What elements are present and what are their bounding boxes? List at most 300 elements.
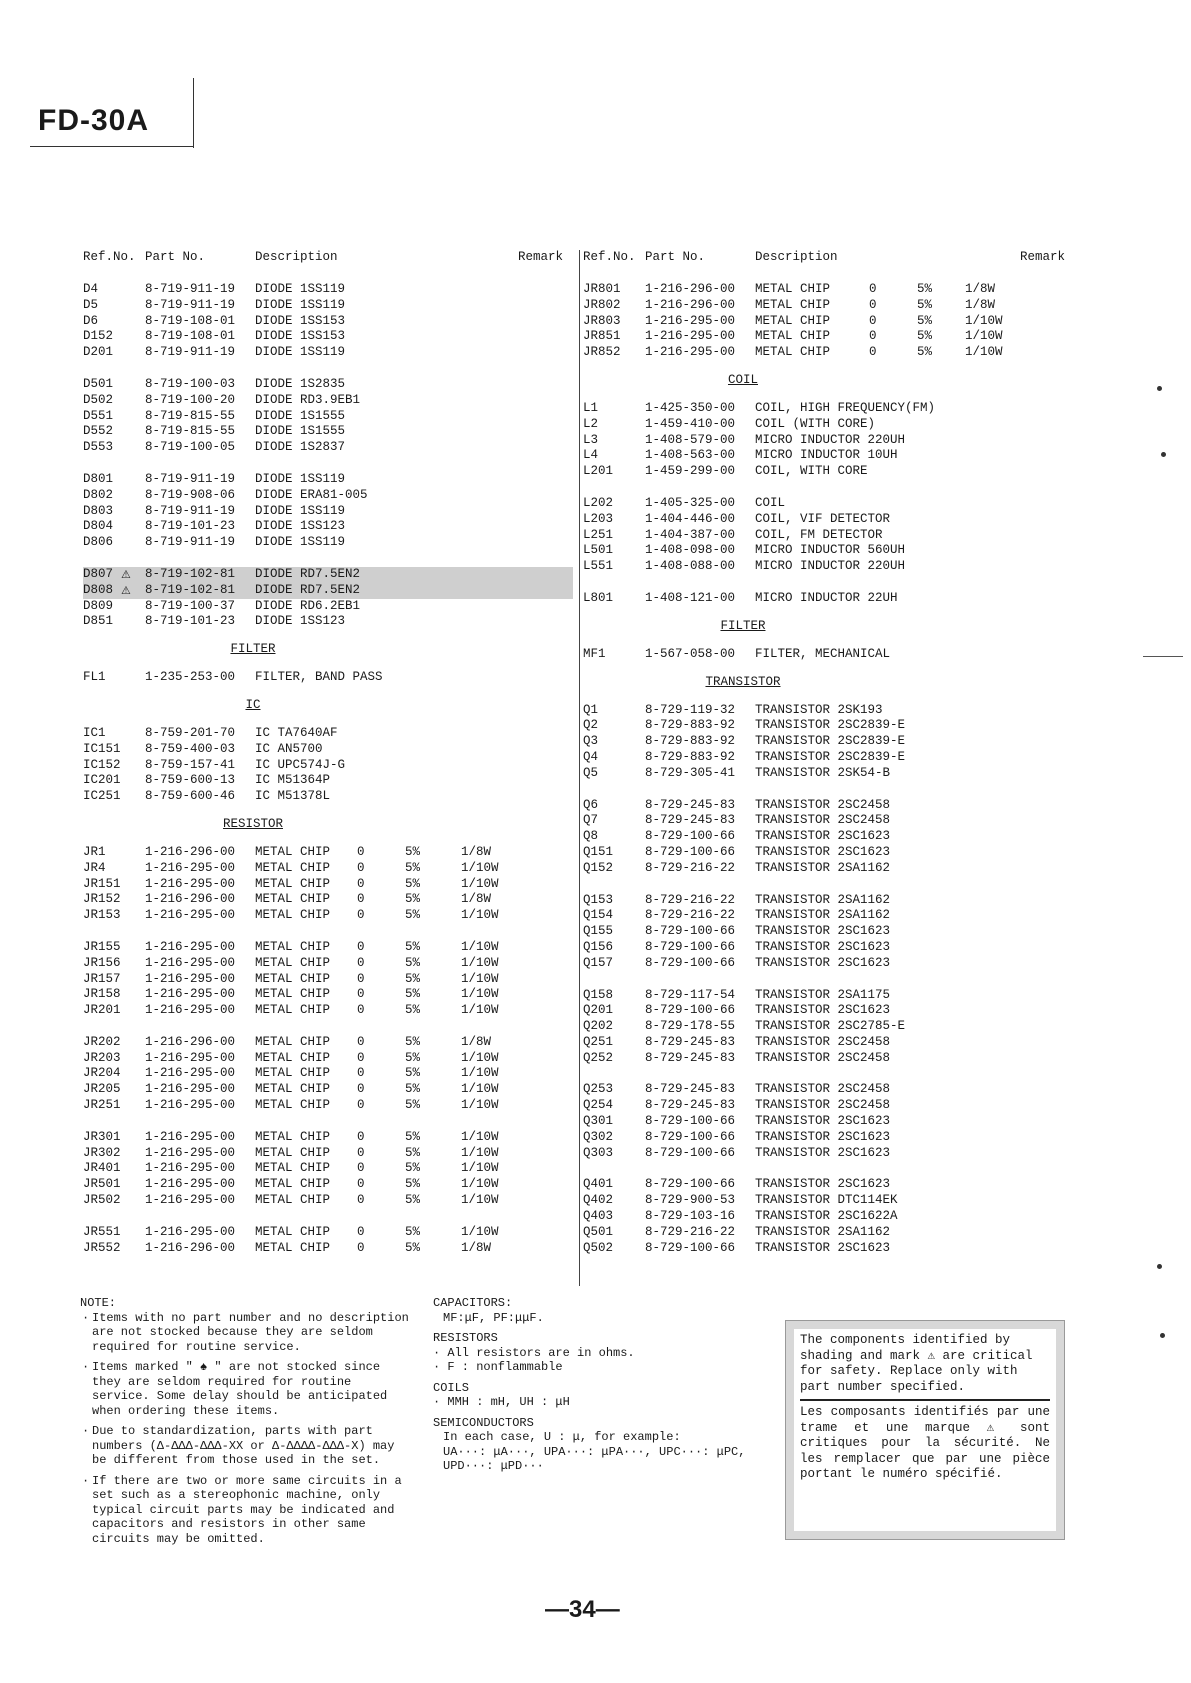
part-no: 1-216-295-00 (145, 1066, 236, 1081)
ref-no: JR801 (583, 282, 621, 296)
ref-no: Q6 (583, 797, 599, 812)
part-no: 8-729-883-92 (645, 749, 736, 764)
description: TRANSISTOR 2SC2839-E (755, 718, 906, 733)
ref-no: D5 (83, 297, 99, 312)
ref-no: JR157 (83, 971, 121, 986)
description: METAL CHIP (255, 1129, 331, 1144)
table-row (83, 567, 573, 583)
part-no: 1-408-579-00 (645, 432, 736, 447)
description: DIODE 1SS153 (255, 313, 346, 328)
description: IC M51364P (255, 773, 331, 788)
table-row (83, 424, 573, 440)
coils-line: · MMH : mH, UH : μH (433, 1395, 570, 1409)
part-no: 1-216-295-00 (145, 1129, 236, 1144)
table-row (83, 1146, 573, 1162)
table-row (83, 1161, 573, 1177)
table-row (83, 519, 573, 535)
wattage: 1/10W (965, 345, 1003, 360)
table-row (83, 614, 573, 630)
wattage: 1/10W (461, 876, 499, 891)
wattage: 1/10W (461, 1177, 499, 1192)
part-no: 8-729-245-83 (645, 813, 736, 828)
semiconductors-heading: SEMICONDUCTORS (433, 1415, 534, 1430)
part-no: 1-408-121-00 (645, 590, 736, 605)
tolerance: 5% (917, 313, 933, 328)
notes-title: NOTE: (80, 1296, 117, 1310)
description: TRANSISTOR 2SC1623 (755, 1129, 891, 1144)
part-no: 1-216-295-00 (145, 971, 236, 986)
ref-no: Q1 (583, 702, 599, 717)
ref-no: Q152 (583, 860, 614, 875)
tolerance: 5% (405, 1034, 421, 1049)
row-gap (83, 1019, 573, 1035)
wattage: 1/10W (461, 1161, 499, 1176)
section-heading (583, 671, 903, 693)
wattage: 1/10W (461, 1145, 499, 1160)
table-row (583, 766, 1083, 782)
wattage: 1/10W (461, 1003, 499, 1018)
part-no: 1-216-295-00 (145, 908, 236, 923)
resistance-value: 0 (869, 329, 877, 344)
description: METAL CHIP (255, 860, 331, 875)
table-row (83, 535, 573, 551)
wattage: 1/10W (461, 1193, 499, 1208)
resistance-value: 0 (357, 971, 365, 986)
ref-no: Q251 (583, 1034, 614, 1049)
description: TRANSISTOR 2SC2458 (755, 1082, 891, 1097)
page-number: —34— (545, 1596, 620, 1623)
part-no: 1-216-295-00 (645, 345, 736, 360)
table-row (583, 956, 1083, 972)
ref-no: JR803 (583, 313, 621, 328)
table-row (583, 703, 1083, 719)
row-gap (83, 924, 573, 940)
description: DIODE RD3.9EB1 (255, 392, 361, 407)
ref-no: Q502 (583, 1240, 614, 1255)
table-row (83, 583, 573, 599)
resistance-value: 0 (357, 1177, 365, 1192)
part-no: 8-759-400-03 (145, 741, 236, 756)
ref-no: JR852 (583, 345, 621, 360)
wattage: 1/8W (965, 282, 996, 296)
ref-no: L551 (583, 559, 614, 574)
table-row (583, 908, 1083, 924)
scan-dot (1157, 1264, 1162, 1269)
table-row (83, 393, 573, 409)
description: TRANSISTOR 2SK54-B (755, 765, 891, 780)
resistance-value: 0 (357, 876, 365, 891)
table-row (583, 1241, 1083, 1257)
part-no: 1-216-295-00 (145, 1161, 236, 1176)
section-heading (83, 694, 423, 716)
table-row (83, 1193, 573, 1209)
part-no: 8-729-100-66 (645, 1114, 736, 1129)
ref-no: JR204 (83, 1066, 121, 1081)
tolerance: 5% (405, 1161, 421, 1176)
part-no: 1-216-296-00 (145, 1034, 236, 1049)
ref-no: JR301 (83, 1129, 121, 1144)
part-no: 1-216-295-00 (145, 1003, 236, 1018)
parts-list-left-body (83, 282, 573, 1256)
resistance-value: 0 (357, 844, 365, 859)
ref-no: D801 (83, 471, 114, 486)
description: DIODE 1SS119 (255, 345, 346, 360)
description: METAL CHIP (255, 1193, 331, 1208)
part-no: 8-759-600-13 (145, 773, 236, 788)
description: TRANSISTOR 2SC1623 (755, 1145, 891, 1160)
part-no: 1-216-295-00 (145, 987, 236, 1002)
description: COIL (755, 495, 786, 510)
part-no: 1-404-446-00 (645, 511, 736, 526)
ref-no: JR401 (83, 1161, 121, 1176)
part-no: 8-729-245-83 (645, 1082, 736, 1097)
ref-no: Q403 (583, 1209, 614, 1224)
table-row (583, 1051, 1083, 1067)
table-row (583, 559, 1083, 575)
ref-no: L3 (583, 432, 599, 447)
description: COIL (WITH CORE) (755, 416, 876, 431)
description: METAL CHIP (755, 329, 831, 344)
table-row (83, 599, 573, 615)
description: IC UPC574J-G (255, 757, 346, 772)
resistance-value: 0 (357, 1224, 365, 1239)
ref-no: JR151 (83, 876, 121, 891)
ref-no: L1 (583, 400, 599, 415)
part-no: 8-729-245-83 (645, 1050, 736, 1065)
row-gap (583, 877, 1083, 893)
part-no: 1-216-295-00 (145, 1082, 236, 1097)
ref-no: D808 (83, 582, 114, 597)
document-title: FD-30A (38, 104, 150, 137)
ref-no: JR551 (83, 1224, 121, 1239)
part-no: 8-719-815-55 (145, 408, 236, 423)
tolerance: 5% (405, 1003, 421, 1018)
part-no: 1-216-295-00 (145, 1145, 236, 1160)
header-description: Description (755, 250, 838, 264)
ref-no: L251 (583, 527, 614, 542)
tolerance: 5% (917, 282, 933, 296)
description: IC TA7640AF (255, 725, 338, 740)
table-row (83, 758, 573, 774)
part-no: 8-729-100-66 (645, 1129, 736, 1144)
table-row (583, 1225, 1083, 1241)
description: METAL CHIP (255, 1050, 331, 1065)
resistance-value: 0 (357, 1161, 365, 1176)
tolerance: 5% (405, 1193, 421, 1208)
tolerance: 5% (917, 297, 933, 312)
description: METAL CHIP (755, 313, 831, 328)
part-no: 8-729-100-66 (645, 844, 736, 859)
table-row (583, 345, 1083, 361)
part-no: 8-729-216-22 (645, 908, 736, 923)
table-row (583, 282, 1083, 298)
table-row (83, 282, 573, 298)
resistors-heading: RESISTORS (433, 1331, 498, 1345)
part-no: 8-729-245-83 (645, 1034, 736, 1049)
table-row (583, 940, 1083, 956)
part-no: 1-235-253-00 (145, 670, 236, 685)
ref-no: Q157 (583, 955, 614, 970)
description: COIL, VIF DETECTOR (755, 511, 891, 526)
part-no: 8-729-100-66 (645, 955, 736, 970)
units-legend (433, 1296, 783, 1474)
part-no: 1-408-563-00 (645, 448, 736, 463)
ref-no: L801 (583, 590, 614, 605)
table-row (83, 345, 573, 361)
description: TRANSISTOR 2SA1162 (755, 892, 891, 907)
description: METAL CHIP (755, 297, 831, 312)
part-no: 8-719-911-19 (145, 535, 236, 550)
row-gap (583, 972, 1083, 988)
table-row (83, 789, 573, 805)
table-row (83, 892, 573, 908)
row-gap (83, 1114, 573, 1130)
ref-no: Q302 (583, 1129, 614, 1144)
semiconductors-line: In each case, U : μ, for example: (443, 1430, 681, 1444)
table-row (583, 314, 1083, 330)
description: METAL CHIP (255, 1224, 331, 1239)
table-row (83, 472, 573, 488)
part-no: 8-719-108-01 (145, 329, 236, 344)
table-header (583, 250, 1083, 268)
ref-no: Q154 (583, 908, 614, 923)
ref-no: Q303 (583, 1145, 614, 1160)
table-row (83, 908, 573, 924)
description: DIODE 1S1555 (255, 408, 346, 423)
wattage: 1/8W (461, 892, 492, 907)
part-no: 1-216-295-00 (145, 1177, 236, 1192)
section-heading-label: RESISTOR (222, 816, 283, 831)
ref-no: Q7 (583, 813, 599, 828)
part-no: 8-759-201-70 (145, 725, 236, 740)
description: DIODE RD7.5EN2 (255, 582, 361, 597)
ref-no: D553 (83, 440, 114, 455)
row-gap (583, 1161, 1083, 1177)
part-no: 1-216-295-00 (145, 1098, 236, 1113)
part-no: 8-729-103-16 (645, 1209, 736, 1224)
description: METAL CHIP (255, 876, 331, 891)
row-gap (583, 480, 1083, 496)
wattage: 1/10W (965, 329, 1003, 344)
resistance-value: 0 (357, 1193, 365, 1208)
description: TRANSISTOR 2SC1623 (755, 1003, 891, 1018)
ref-no: Q151 (583, 844, 614, 859)
table-row (583, 1082, 1083, 1098)
table-row (83, 377, 573, 393)
ref-no: Q201 (583, 1003, 614, 1018)
table-row (583, 512, 1083, 528)
ref-no: Q153 (583, 892, 614, 907)
part-no: 8-719-108-01 (145, 313, 236, 328)
ref-no: D804 (83, 519, 114, 534)
part-no: 1-216-295-00 (145, 939, 236, 954)
safety-notice-box (785, 1320, 1065, 1540)
part-no: 1-216-295-00 (645, 313, 736, 328)
description: DIODE RD7.5EN2 (255, 566, 361, 581)
ref-no: L2 (583, 416, 599, 431)
ref-no: D201 (83, 345, 114, 360)
ref-no: D806 (83, 535, 114, 550)
description: METAL CHIP (255, 1082, 331, 1097)
ref-no: JR302 (83, 1145, 121, 1160)
tolerance: 5% (405, 1066, 421, 1081)
ref-no: D802 (83, 487, 114, 502)
resistance-value: 0 (357, 1098, 365, 1113)
table-row (83, 877, 573, 893)
capacitors-line: MF:μF, PF:μμF. (443, 1310, 544, 1325)
description: DIODE 1SS119 (255, 282, 346, 296)
ref-no: Q301 (583, 1114, 614, 1129)
scan-dot (1157, 386, 1162, 391)
resistance-value: 0 (357, 1240, 365, 1255)
section-heading-label: IC (245, 697, 261, 712)
ref-no: IC152 (83, 757, 121, 772)
table-row (583, 734, 1083, 750)
part-no: 8-729-100-66 (645, 939, 736, 954)
part-no: 1-216-296-00 (145, 1240, 236, 1255)
description: DIODE RD6.2EB1 (255, 598, 361, 613)
part-no: 8-719-101-23 (145, 614, 236, 629)
description: TRANSISTOR 2SC2839-E (755, 749, 906, 764)
ref-no: D152 (83, 329, 114, 344)
section-heading-label: FILTER (720, 618, 766, 633)
table-row (83, 1225, 573, 1241)
table-row (583, 401, 1083, 417)
row-gap (83, 361, 573, 377)
part-no: 8-729-245-83 (645, 1098, 736, 1113)
tolerance: 5% (405, 1240, 421, 1255)
ref-no: L501 (583, 543, 614, 558)
table-row (83, 504, 573, 520)
part-no: 8-719-815-55 (145, 424, 236, 439)
description: IC M51378L (255, 789, 331, 804)
table-row (83, 298, 573, 314)
wattage: 1/10W (461, 1129, 499, 1144)
part-no: 1-216-296-00 (145, 844, 236, 859)
description: METAL CHIP (255, 892, 331, 907)
ref-no: JR802 (583, 297, 621, 312)
part-no: 8-729-100-66 (645, 924, 736, 939)
description: DIODE 1SS119 (255, 471, 346, 486)
description: COIL, FM DETECTOR (755, 527, 883, 542)
description: TRANSISTOR 2SC1623 (755, 1114, 891, 1129)
resistance-value: 0 (357, 1082, 365, 1097)
resistance-value: 0 (357, 1066, 365, 1081)
table-row (83, 1098, 573, 1114)
description: MICRO INDUCTOR 560UH (755, 543, 906, 558)
ref-no: D809 (83, 598, 114, 613)
description: TRANSISTOR 2SC1623 (755, 955, 891, 970)
part-no: 1-216-295-00 (145, 876, 236, 891)
ref-no: Q401 (583, 1177, 614, 1192)
part-no: 8-729-216-22 (645, 1224, 736, 1239)
part-no: 1-459-410-00 (645, 416, 736, 431)
description: MICRO INDUCTOR 22UH (755, 590, 898, 605)
tolerance: 5% (405, 1177, 421, 1192)
ref-no: JR152 (83, 892, 121, 907)
part-no: 1-425-350-00 (645, 400, 736, 415)
note-item: · Items with no part number and no description are not stocked because they are seldom required for routine service. (80, 1311, 415, 1355)
description: METAL CHIP (255, 1177, 331, 1192)
table-row (583, 845, 1083, 861)
ref-no: Q202 (583, 1019, 614, 1034)
part-no: 1-459-299-00 (645, 464, 736, 479)
ref-no: Q158 (583, 987, 614, 1002)
description: DIODE 1S2837 (255, 440, 346, 455)
part-no: 8-729-216-22 (645, 892, 736, 907)
resistors-line: · F : nonflammable (433, 1360, 563, 1374)
description: METAL CHIP (255, 1240, 331, 1255)
wattage: 1/10W (461, 1098, 499, 1113)
tolerance: 5% (405, 955, 421, 970)
table-row (83, 440, 573, 456)
ref-no: IC251 (83, 789, 121, 804)
part-no: 8-729-100-66 (645, 1145, 736, 1160)
tolerance: 5% (405, 860, 421, 875)
ref-no: D501 (83, 376, 114, 391)
table-row (583, 924, 1083, 940)
part-no: 8-719-911-19 (145, 471, 236, 486)
scan-line (1143, 656, 1183, 657)
part-no: 8-729-305-41 (645, 765, 736, 780)
header-part: Part No. (145, 250, 206, 264)
note-item: · Items marked " ♠ " are not stocked since they are seldom required for routine service. Some delay should be anticipated when ordering these items. (80, 1360, 415, 1418)
description: TRANSISTOR 2SC1623 (755, 1240, 891, 1255)
row-gap (83, 1209, 573, 1225)
tolerance: 5% (405, 987, 421, 1002)
ref-no: D803 (83, 503, 114, 518)
part-no: 8-719-102-81 (145, 582, 236, 597)
tolerance: 5% (405, 1145, 421, 1160)
table-row (583, 528, 1083, 544)
table-row (583, 1193, 1083, 1209)
header-remark: Remark (1020, 250, 1066, 264)
part-no: 8-729-883-92 (645, 734, 736, 749)
description: TRANSISTOR 2SC1623 (755, 924, 891, 939)
semiconductors-line: UPD···: μPD··· (443, 1459, 544, 1473)
title-rule-vertical (193, 78, 194, 148)
part-no: 1-216-296-00 (145, 892, 236, 907)
description: TRANSISTOR 2SA1175 (755, 987, 891, 1002)
table-row (583, 1209, 1083, 1225)
ref-no: D552 (83, 424, 114, 439)
safety-notice-english: The components identified by shading and mark ⚠ are critical for safety. Replace only with part number specified. (800, 1333, 1050, 1401)
resistance-value: 0 (357, 1145, 365, 1160)
part-no: 8-729-100-66 (645, 1177, 736, 1192)
description: TRANSISTOR 2SC2458 (755, 797, 891, 812)
resistors-line: · All resistors are in ohms. (433, 1345, 635, 1360)
ref-no: JR502 (83, 1193, 121, 1208)
part-no: 8-719-911-19 (145, 503, 236, 518)
table-row (583, 798, 1083, 814)
table-row (83, 1051, 573, 1067)
ref-no: Q3 (583, 734, 599, 749)
description: MICRO INDUCTOR 220UH (755, 559, 906, 574)
description: DIODE 1SS119 (255, 297, 346, 312)
ref-no: JR203 (83, 1050, 121, 1065)
ref-no: JR552 (83, 1240, 121, 1255)
resistance-value: 0 (357, 908, 365, 923)
part-no: 1-408-098-00 (645, 543, 736, 558)
wattage: 1/10W (461, 1224, 499, 1239)
safety-warning-icon: ⚠ (121, 583, 131, 597)
table-row (83, 987, 573, 1003)
notes-section (80, 1296, 415, 1552)
description: DIODE 1S1555 (255, 424, 346, 439)
table-row (583, 988, 1083, 1004)
description: DIODE 1SS123 (255, 519, 346, 534)
table-row (583, 1035, 1083, 1051)
